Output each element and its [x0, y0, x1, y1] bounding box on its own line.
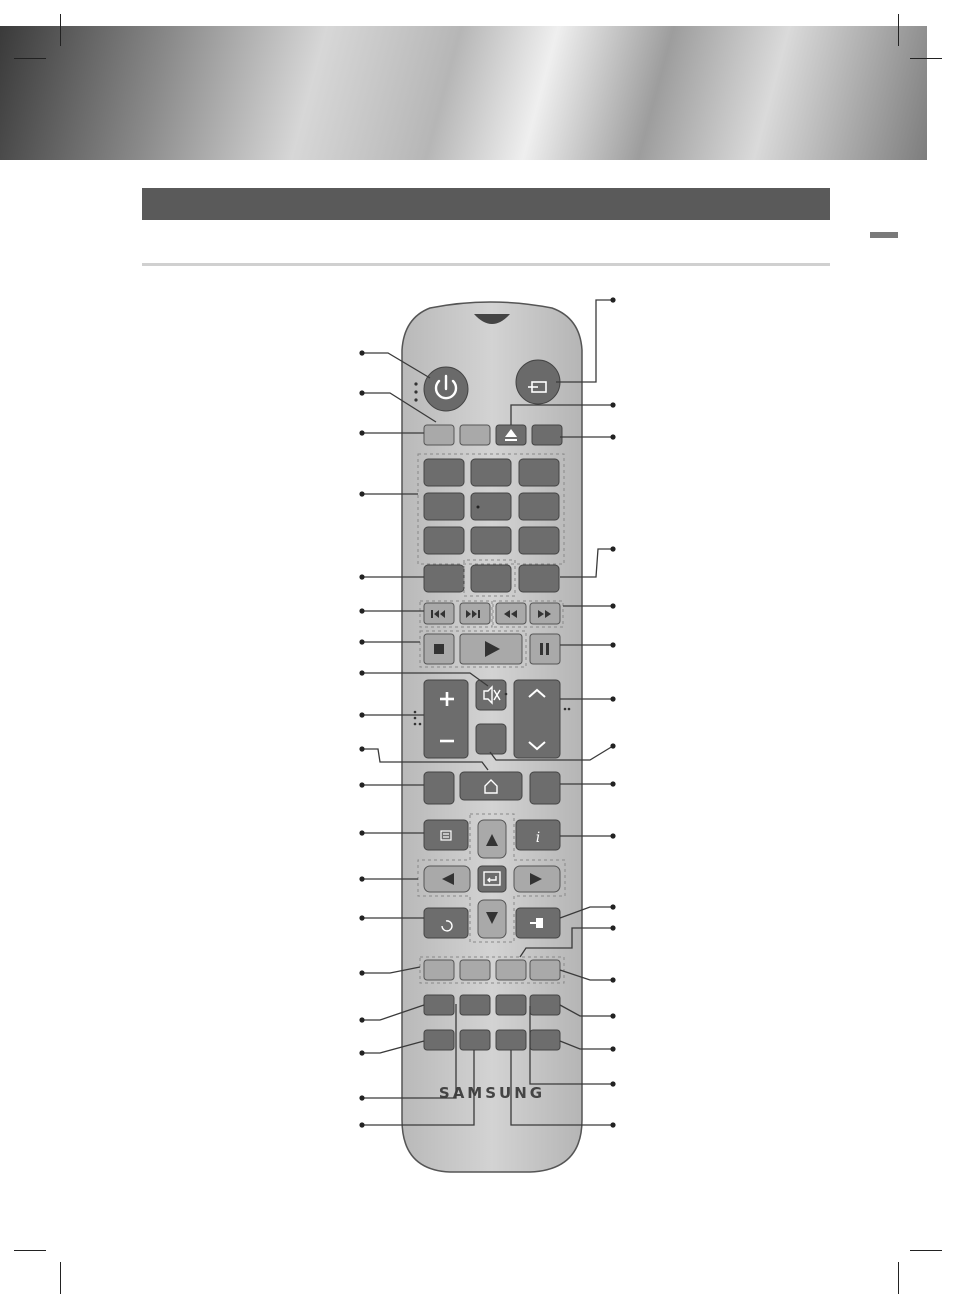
exit-button[interactable]: [516, 908, 560, 938]
left-button[interactable]: [424, 866, 470, 892]
right-callout-dots: [610, 297, 615, 1127]
play-button[interactable]: [460, 634, 522, 664]
top-row-button-4[interactable]: [532, 425, 562, 445]
source-button[interactable]: [516, 360, 560, 404]
number-button[interactable]: [424, 493, 464, 520]
eject-button[interactable]: [496, 425, 526, 445]
return-button[interactable]: [424, 908, 468, 938]
color-button-d[interactable]: [530, 960, 560, 980]
number-button[interactable]: [519, 527, 559, 554]
number-button[interactable]: [424, 527, 464, 554]
home-button[interactable]: [460, 772, 522, 800]
number-button[interactable]: [519, 459, 559, 486]
number-button[interactable]: [471, 565, 511, 592]
bottom-button[interactable]: [460, 995, 490, 1015]
bottom-button[interactable]: [460, 1030, 490, 1050]
top-row-button-1[interactable]: [424, 425, 454, 445]
tools-button[interactable]: [424, 820, 468, 850]
number-button[interactable]: [471, 459, 511, 486]
power-button[interactable]: [424, 367, 468, 411]
info-icon: i: [535, 830, 541, 846]
mid-button[interactable]: [476, 724, 506, 754]
bottom-button[interactable]: [530, 995, 560, 1015]
bottom-button[interactable]: [424, 1030, 454, 1050]
bottom-button[interactable]: [496, 1030, 526, 1050]
bottom-button[interactable]: [530, 1030, 560, 1050]
next-track-button[interactable]: [460, 603, 490, 624]
color-button-b[interactable]: [460, 960, 490, 980]
left-callout-dots: [359, 350, 364, 1127]
color-button-a[interactable]: [424, 960, 454, 980]
right-button[interactable]: [514, 866, 560, 892]
stop-icon: [434, 644, 444, 654]
up-button[interactable]: [478, 820, 506, 858]
channel-rocker[interactable]: [514, 680, 560, 758]
number-button[interactable]: [471, 527, 511, 554]
number-button[interactable]: [424, 459, 464, 486]
previous-track-button[interactable]: [424, 603, 454, 624]
volume-rocker[interactable]: [424, 680, 468, 758]
function-button-left[interactable]: [424, 565, 464, 592]
fast-forward-button[interactable]: [530, 603, 560, 624]
stop-button[interactable]: [424, 634, 454, 664]
brand-logo: SAMSUNG: [438, 1084, 546, 1102]
color-button-c[interactable]: [496, 960, 526, 980]
info-button[interactable]: [516, 820, 560, 850]
number-button[interactable]: [519, 493, 559, 520]
enter-button[interactable]: [478, 866, 506, 892]
bottom-button[interactable]: [496, 995, 526, 1015]
number-pad-dot: [477, 506, 480, 509]
pause-button[interactable]: [530, 634, 560, 664]
rewind-button[interactable]: [496, 603, 526, 624]
top-row-button-2[interactable]: [460, 425, 490, 445]
right-side-button[interactable]: [530, 772, 560, 804]
function-button-right[interactable]: [519, 565, 559, 592]
bottom-button[interactable]: [424, 995, 454, 1015]
mute-button[interactable]: [476, 680, 506, 710]
left-side-button[interactable]: [424, 772, 454, 804]
down-button[interactable]: [478, 900, 506, 938]
